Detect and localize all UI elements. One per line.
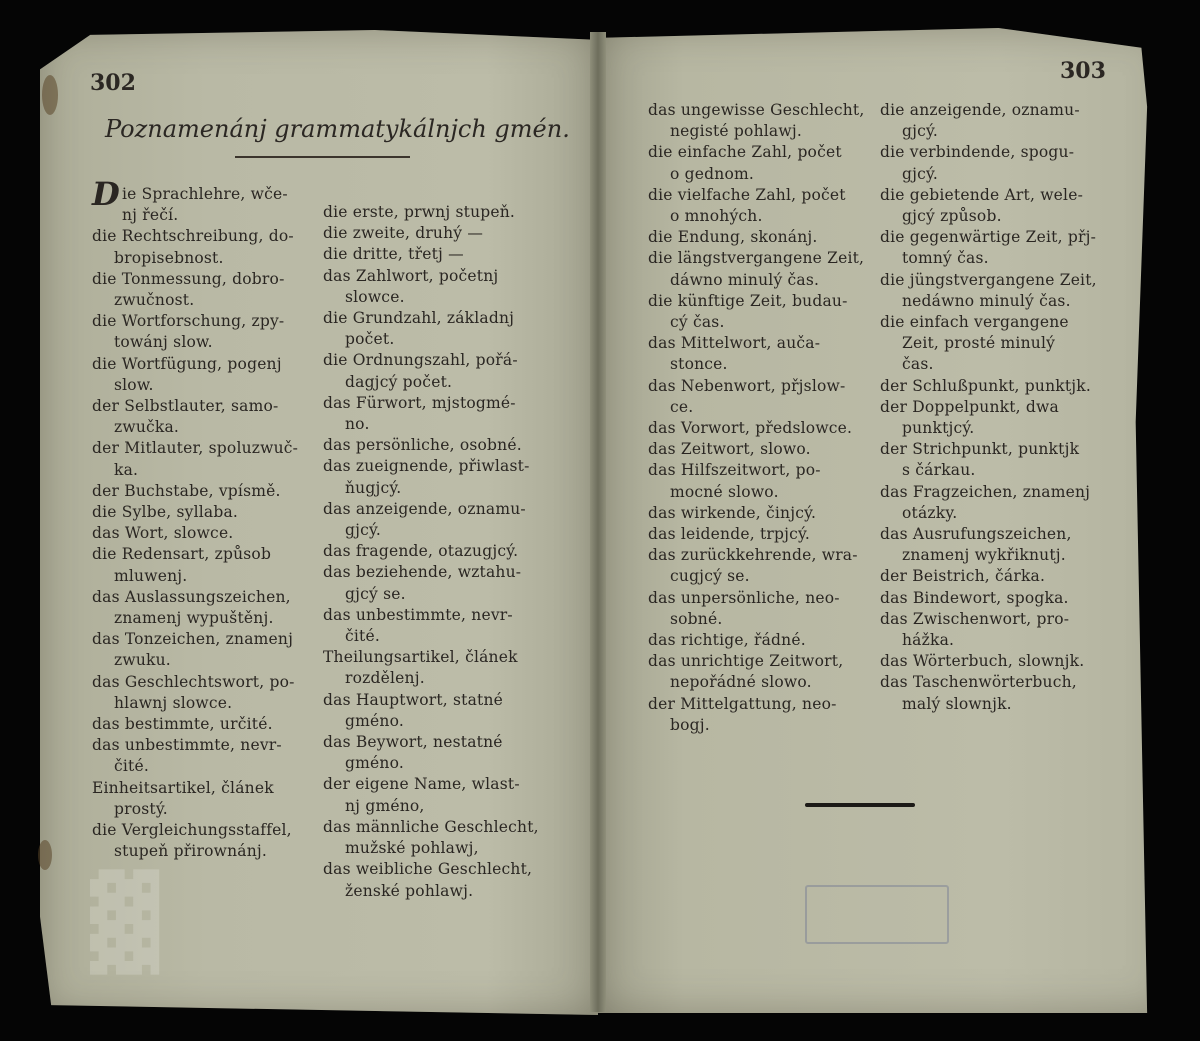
entry-line: das ungewisse Geschlecht,	[648, 101, 865, 119]
entry-continuation: hlawnj slowce.	[114, 693, 233, 712]
entry-continuation: prostý.	[114, 799, 168, 818]
entry-continuation: bogj.	[670, 715, 710, 734]
entry-line: das Beywort, nestatné	[323, 733, 503, 752]
entry-line: die Redensart, způsob	[92, 545, 272, 564]
glossary-entry	[323, 266, 553, 308]
entry-continuation: ka.	[114, 460, 139, 479]
entry-line: die anzeigende, oznamu-	[880, 101, 1080, 119]
glossary-entry	[92, 735, 322, 777]
glossary-entry	[92, 396, 322, 438]
entry-continuation: o mnohých.	[670, 207, 763, 226]
entry-line: der Beistrich, čárka.	[880, 567, 1046, 586]
title-divider	[235, 156, 410, 158]
entry-line: die Vergleichungsstaffel,	[92, 821, 292, 840]
glossary-entry	[648, 524, 878, 545]
glossary-entry	[323, 435, 553, 456]
entry-line: das richtige, řádné.	[648, 631, 806, 650]
glossary-entry	[880, 100, 1105, 142]
entry-line: der Doppelpunkt, dwa	[880, 397, 1059, 416]
glossary-entry	[323, 456, 553, 498]
entry-line: die Endung, skonánj.	[648, 228, 818, 247]
glossary-entry	[648, 291, 878, 333]
entry-continuation: čité.	[345, 627, 380, 646]
glossary-entry	[880, 376, 1105, 397]
entry-line: das beziehende, wztahu-	[323, 563, 522, 582]
entry-continuation: ňugjcý.	[345, 478, 402, 497]
entry-continuation: gméno.	[345, 711, 404, 730]
end-ornament-rule	[805, 803, 915, 807]
entry-continuation: dáwno minulý čas.	[670, 270, 820, 289]
stain-spot	[42, 75, 58, 115]
entry-continuation: gjcý se.	[345, 584, 406, 603]
glossary-entry	[92, 629, 322, 671]
entry-continuation: čité.	[114, 757, 149, 776]
glossary-entry	[648, 185, 878, 227]
entry-continuation: slowce.	[345, 287, 405, 306]
entry-line: das Tonzeichen, znamenj	[92, 630, 294, 649]
glossary-entry	[323, 244, 553, 265]
glossary-entry	[880, 651, 1105, 672]
entry-line: das anzeigende, oznamu-	[323, 499, 526, 518]
entry-line: die Wortforschung, zpy-	[92, 312, 285, 331]
entry-line: das Zeitwort, slowo.	[648, 440, 811, 459]
library-stamp	[805, 885, 949, 944]
entry-continuation: ženské pohlawj.	[345, 881, 474, 900]
glossary-entry	[323, 393, 553, 435]
entry-continuation: cugjcý se.	[670, 567, 750, 586]
entry-continuation: o gednom.	[670, 164, 755, 183]
entry-continuation: znamenj wypuštěnj.	[114, 609, 274, 628]
glossary-column-right-1	[648, 100, 878, 736]
glossary-entry	[323, 605, 553, 647]
entry-continuation: počet.	[345, 330, 395, 349]
glossary-entry	[648, 694, 878, 736]
glossary-entry	[92, 820, 322, 862]
glossary-entry	[648, 651, 878, 693]
entry-line: der Mitlauter, spoluzwuč-	[92, 439, 299, 458]
glossary-entry	[880, 142, 1105, 184]
glossary-entry	[880, 566, 1105, 587]
entry-line: Theilungsartikel, článek	[323, 648, 518, 667]
entry-continuation: otázky.	[902, 503, 958, 522]
glossary-entry	[648, 333, 878, 375]
glossary-entry	[92, 544, 322, 586]
glossary-entry	[648, 545, 878, 587]
glossary-entry	[880, 312, 1105, 376]
glossary-entry	[92, 672, 322, 714]
entry-continuation: zwučka.	[114, 418, 180, 437]
entry-line: das Geschlechtswort, po-	[92, 672, 295, 691]
glossary-column-left-2	[323, 202, 553, 902]
entry-line: die gegenwärtige Zeit, přj-	[880, 228, 1097, 247]
entry-line: das zurückkehrende, wra-	[648, 546, 858, 565]
entry-continuation: gjcý.	[902, 164, 939, 183]
entry-continuation: tomný čas.	[902, 249, 989, 268]
entry-line: die Ordnungszahl, pořá-	[323, 351, 518, 370]
entry-line: das zueignende, přiwlast-	[323, 457, 530, 476]
entry-line: das bestimmte, určité.	[92, 715, 273, 734]
entry-line: die einfache Zahl, počet	[648, 143, 842, 162]
entry-continuation: dagjcý počet.	[345, 372, 453, 391]
entry-line: das unbestimmte, nevr-	[323, 605, 513, 624]
entry-line: der Mittelgattung, neo-	[648, 694, 837, 713]
entry-line: das unrichtige Zeitwort,	[648, 652, 844, 671]
glossary-entry	[323, 541, 553, 562]
entry-line: die längstvergangene Zeit,	[648, 249, 865, 268]
entry-line: das Nebenwort, přjslow-	[648, 376, 846, 395]
glossary-column-right-2	[880, 100, 1105, 715]
entry-line: die Wortfügung, pogenj	[92, 354, 282, 373]
entry-continuation: gjcý.	[902, 122, 939, 141]
glossary-entry	[648, 418, 878, 439]
glossary-entry	[92, 523, 322, 544]
glossary-entry	[92, 354, 322, 396]
entry-continuation: bropisebnost.	[114, 248, 224, 267]
entry-line: das wirkende, činjcý.	[648, 503, 817, 522]
glossary-entry	[880, 270, 1105, 312]
entry-line: das Fragzeichen, znamenj	[880, 482, 1091, 501]
entry-continuation: rozdělenj.	[345, 669, 425, 688]
entry-line: das Bindewort, spogka.	[880, 588, 1069, 607]
glossary-column-left-1	[92, 175, 322, 863]
entry-line: der Buchstabe, vpísmě.	[92, 481, 281, 500]
entry-line: das persönliche, osobné.	[323, 436, 522, 455]
entry-line: das Vorwort, předslowce.	[648, 419, 853, 438]
entry-line: das Wort, slowce.	[92, 524, 234, 543]
entry-line: das Hilfszeitwort, po-	[648, 461, 821, 480]
entry-continuation: stupeň přirownánj.	[114, 842, 268, 861]
entry-line: der eigene Name, wlast-	[323, 775, 520, 794]
entry-continuation: no.	[345, 415, 370, 434]
entry-line: der Selbstlauter, samo-	[92, 397, 279, 416]
entry-line: die Tonmessung, dobro-	[92, 269, 285, 288]
glossary-entry	[880, 185, 1105, 227]
entry-line: das Ausrufungszeichen,	[880, 525, 1072, 544]
glossary-entry	[92, 438, 322, 480]
drop-cap: D	[92, 175, 120, 213]
glossary-entry	[648, 460, 878, 502]
entry-line: das Mittelwort, auča-	[648, 334, 821, 353]
glossary-entry	[323, 308, 553, 350]
entry-continuation: čas.	[902, 355, 934, 374]
entry-line: die vielfache Zahl, počet	[648, 185, 846, 204]
entry-line: das Hauptwort, statné	[323, 690, 504, 709]
glossary-entry	[323, 859, 553, 901]
entry-continuation: mluwenj.	[114, 566, 188, 585]
entry-continuation: s čárkau.	[902, 461, 976, 480]
page-number-left: 302	[90, 70, 136, 96]
entry-continuation: punktjcý.	[902, 419, 975, 438]
glossary-entry	[880, 439, 1105, 481]
entry-line: die erste, prwnj stupeň.	[323, 203, 516, 221]
entry-continuation: gjcý.	[345, 521, 382, 540]
entry-line: das Zahlwort, početnj	[323, 266, 499, 285]
glossary-entry	[648, 439, 878, 460]
glossary-entry	[92, 481, 322, 502]
glossary-entry	[880, 588, 1105, 609]
glossary-entry	[880, 397, 1105, 439]
glossary-entry	[323, 499, 553, 541]
entry-continuation: nj řečí.	[121, 206, 179, 225]
entry-line: die Grundzahl, základnj	[323, 309, 515, 328]
glossary-entry	[648, 142, 878, 184]
glossary-entry	[92, 226, 322, 268]
entry-continuation: malý slownjk.	[902, 694, 1012, 713]
entry-line: das Fürwort, mjstogmé-	[323, 393, 516, 412]
library-watermark: ▓	[90, 870, 178, 975]
glossary-entry	[648, 376, 878, 418]
glossary-entry	[323, 817, 553, 859]
entry-continuation: Zeit, prosté minulý	[902, 334, 1056, 353]
glossary-entry	[323, 562, 553, 604]
glossary-entry	[92, 778, 322, 820]
glossary-entry	[648, 630, 878, 651]
glossary-entry	[648, 248, 878, 290]
glossary-entry	[880, 524, 1105, 566]
glossary-entry	[648, 503, 878, 524]
entry-continuation: nedáwno minulý čas.	[902, 291, 1071, 310]
glossary-entry	[648, 588, 878, 630]
entry-line: die künftige Zeit, budau-	[648, 291, 848, 310]
glossary-entry	[92, 175, 322, 226]
entry-continuation: sobné.	[670, 609, 723, 628]
entry-line: das Taschenwörterbuch,	[880, 673, 1077, 692]
glossary-entry	[92, 714, 322, 735]
entry-line: Einheitsartikel, článek	[92, 778, 274, 797]
entry-line: das fragende, otazugjcý.	[323, 542, 519, 561]
page-number-right: 303	[1060, 58, 1106, 84]
entry-line: das weibliche Geschlecht,	[323, 860, 533, 879]
glossary-entry	[880, 609, 1105, 651]
glossary-entry	[92, 311, 322, 353]
entry-continuation: znamenj wykřiknutj.	[902, 546, 1066, 565]
entry-continuation: nepořádné slowo.	[670, 673, 812, 692]
entry-line: die dritte, třetj —	[323, 245, 464, 264]
entry-line: der Schlußpunkt, punktjk.	[880, 376, 1092, 395]
entry-line: die einfach vergangene	[880, 313, 1069, 332]
glossary-entry	[648, 100, 878, 142]
entry-continuation: mocné slowo.	[670, 482, 779, 501]
entry-continuation: cý čas.	[670, 313, 725, 332]
entry-line: die Rechtschreibung, do-	[92, 227, 294, 246]
entry-continuation: gjcý způsob.	[902, 207, 1002, 226]
entry-line: das männliche Geschlecht,	[323, 817, 539, 836]
entry-continuation: nj gméno,	[345, 796, 425, 815]
entry-line: ie Sprachlehre, wče-	[121, 185, 288, 203]
entry-line: die jüngstvergangene Zeit,	[880, 270, 1097, 289]
entry-line: das Zwischenwort, pro-	[880, 609, 1070, 628]
glossary-entry	[648, 227, 878, 248]
entry-continuation: zwuku.	[114, 651, 171, 670]
page-title: Poznamenánj grammatykálnjch gmén.	[105, 115, 570, 143]
entry-line: das leidende, trpjcý.	[648, 525, 811, 544]
entry-continuation: hážka.	[902, 631, 955, 650]
glossary-entry	[92, 587, 322, 629]
entry-continuation: mužské pohlawj,	[345, 839, 479, 858]
glossary-entry	[323, 202, 553, 223]
entry-continuation: ce.	[670, 397, 694, 416]
glossary-entry	[323, 350, 553, 392]
glossary-entry	[880, 482, 1105, 524]
entry-continuation: towánj slow.	[114, 333, 213, 352]
stain-spot	[38, 840, 52, 870]
entry-line: das unpersönliche, neo-	[648, 588, 840, 607]
entry-continuation: stonce.	[670, 355, 728, 374]
glossary-entry	[323, 647, 553, 689]
glossary-entry	[323, 223, 553, 244]
glossary-entry	[92, 502, 322, 523]
glossary-entry	[323, 732, 553, 774]
glossary-entry	[880, 672, 1105, 714]
entry-line: die gebietende Art, wele-	[880, 185, 1084, 204]
entry-continuation: negisté pohlawj.	[670, 122, 802, 141]
glossary-entry	[323, 690, 553, 732]
entry-continuation: zwučnost.	[114, 291, 195, 310]
entry-line: das unbestimmte, nevr-	[92, 736, 282, 755]
entry-line: die verbindende, spogu-	[880, 143, 1075, 162]
glossary-entry	[92, 269, 322, 311]
entry-continuation: slow.	[114, 375, 154, 394]
entry-line: das Auslassungszeichen,	[92, 587, 291, 606]
entry-line: das Wörterbuch, slownjk.	[880, 652, 1085, 671]
entry-line: die Sylbe, syllaba.	[92, 503, 239, 522]
glossary-entry	[323, 774, 553, 816]
glossary-entry	[880, 227, 1105, 269]
entry-continuation: gméno.	[345, 754, 404, 773]
book-spine	[590, 32, 606, 1012]
entry-line: die zweite, druhý —	[323, 224, 484, 243]
entry-line: der Strichpunkt, punktjk	[880, 440, 1080, 459]
